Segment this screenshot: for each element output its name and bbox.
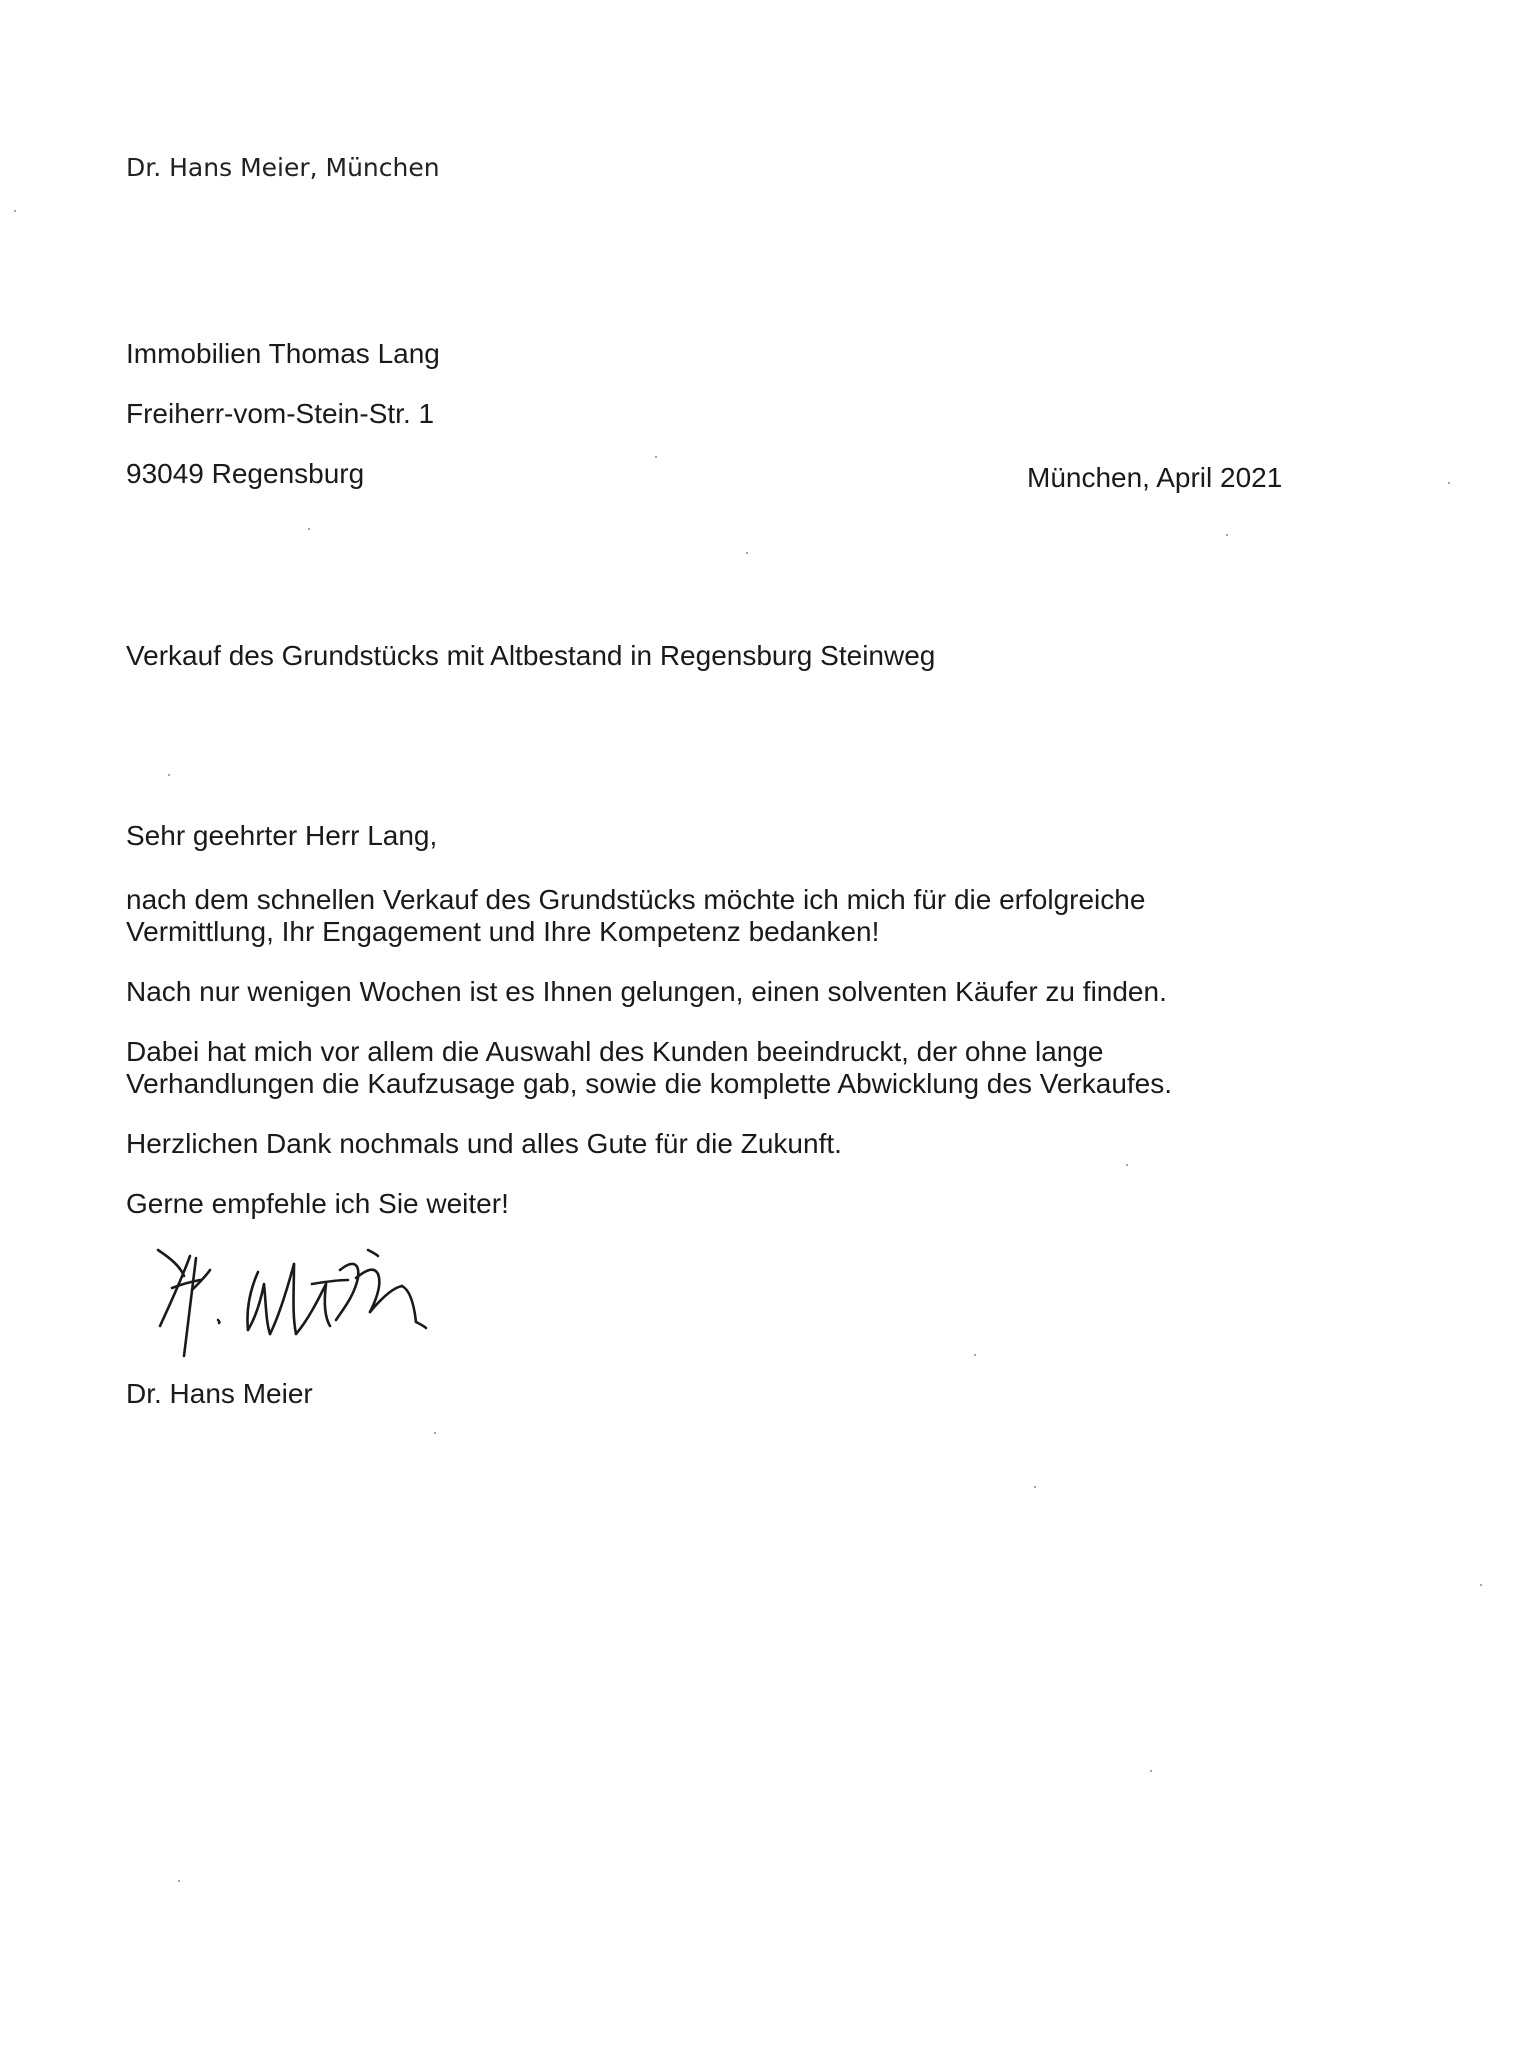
scan-speck	[168, 774, 170, 776]
body-paragraph	[126, 1036, 1172, 1100]
scan-speck	[746, 552, 748, 554]
signature-name: Dr. Hans Meier	[126, 1378, 313, 1409]
scan-speck	[1126, 1164, 1128, 1166]
scan-speck	[1480, 1584, 1482, 1586]
scan-speck	[974, 1354, 976, 1356]
sender-line: Dr. Hans Meier, München	[126, 153, 440, 182]
body-paragraph	[126, 1128, 842, 1160]
handwritten-signature	[130, 1230, 470, 1380]
recipient-name: Immobilien Thomas Lang	[126, 338, 440, 369]
body-paragraph	[126, 976, 1167, 1008]
place-date: München, April 2021	[1027, 462, 1283, 493]
body-paragraph	[126, 1188, 509, 1220]
body-paragraph	[126, 884, 1145, 948]
paragraph-line: Nach nur wenigen Wochen ist es Ihnen gelungen, einen solventen Käufer zu finden.	[126, 976, 1167, 1007]
paragraph-line: nach dem schnellen Verkauf des Grundstücks möchte ich mich für die erfolgreiche	[126, 884, 1146, 915]
paragraph-line: Gerne empfehle ich Sie weiter!	[126, 1188, 509, 1219]
subject-line: Verkauf des Grundstücks mit Altbestand in Regensburg Steinweg	[126, 640, 936, 671]
paragraph-line: Verhandlungen die Kaufzusage gab, sowie die komplette Abwicklung des Verkaufes.	[126, 1068, 1173, 1099]
scan-speck	[178, 1880, 180, 1882]
scan-speck	[1226, 534, 1228, 536]
salutation: Sehr geehrter Herr Lang,	[126, 820, 438, 851]
scan-speck	[1150, 1770, 1152, 1772]
scan-speck	[1034, 1486, 1036, 1488]
paragraph-line: Dabei hat mich vor allem die Auswahl des Kunden beeindruckt, der ohne lange	[126, 1036, 1104, 1067]
recipient-street: Freiherr-vom-Stein-Str. 1	[126, 398, 435, 429]
scan-speck	[434, 1432, 436, 1434]
scan-speck	[14, 210, 16, 212]
paragraph-line: Herzlichen Dank nochmals und alles Gute für die Zukunft.	[126, 1128, 842, 1159]
recipient-city: 93049 Regensburg	[126, 458, 365, 489]
scan-speck	[1448, 482, 1450, 484]
scan-speck	[308, 528, 310, 530]
paragraph-line: Vermittlung, Ihr Engagement und Ihre Kompetenz bedanken!	[126, 916, 880, 947]
scan-speck	[655, 456, 657, 458]
